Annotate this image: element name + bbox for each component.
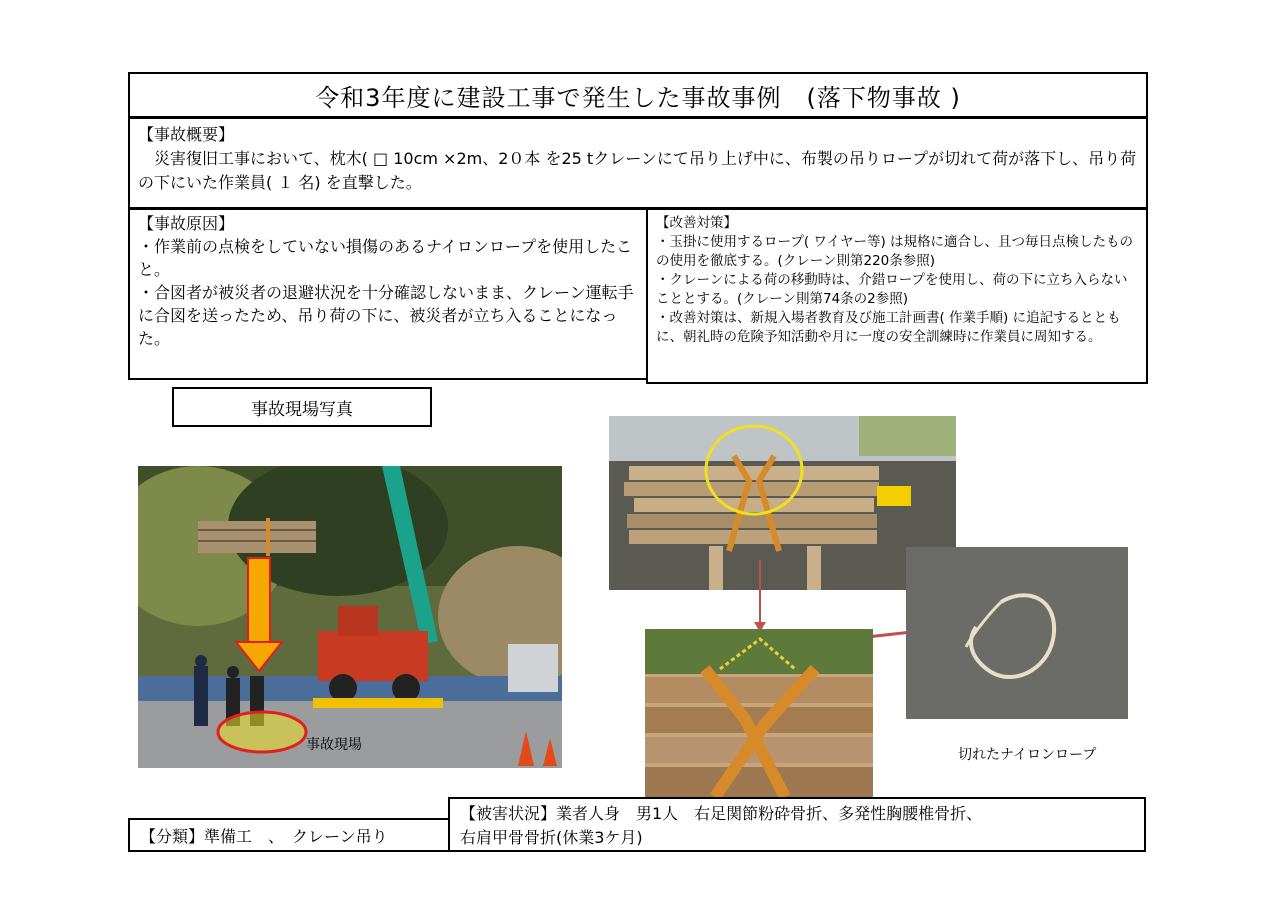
sling-closeup-illustration	[645, 629, 873, 797]
overview-heading: 【事故概要】	[138, 125, 235, 144]
sling-closeup-photo	[645, 629, 873, 797]
broken-rope-photo	[906, 547, 1128, 719]
measures-item: ・クレーンによる荷の移動時は、介錯ロープを使用し、荷の下に立ち入らないこととする。(クレーン則第74条の2参照)	[656, 272, 1128, 307]
measures-item: ・玉掛に使用するロープ( ワイヤー等) は規格に適合し、且つ毎日点検したものの使用を徹底する。(クレーン則第220条参照)	[656, 234, 1134, 269]
measures-item: ・改善対策は、新規入場者教育及び施工計画書( 作業手順) に追記するとともに、朝礼時の危険予知活動や月に一度の安全訓練時に作業員に周知する。	[656, 310, 1121, 345]
overview-text: 災害復旧工事において、枕木( □ 10cm ×2m、2０本 を25 tクレーンにて吊り上げ中に、布製の吊りロープが切れて荷が落下し、吊り荷の下にいた作業員( １ 名) を直撃した。	[138, 149, 1137, 192]
classification: 【分類】準備工 、 クレーン吊り	[128, 818, 458, 852]
accident-site-photo	[138, 466, 562, 768]
cause-item: ・合図者が被災者の退避状況を十分確認しないまま、クレーン運転手に合図を送ったため、吊り荷の下に、被災者が立ち入ることになった。	[138, 283, 634, 348]
broken-rope-illustration	[906, 547, 1128, 719]
improvement-measures	[646, 208, 1148, 384]
page-title: 令和3年度に建設工事で発生した事故事例 (落下物事故 )	[128, 72, 1148, 118]
broken-rope-caption: 切れたナイロンロープ	[958, 747, 1097, 763]
measures-heading: 【改善対策】	[656, 215, 737, 231]
accident-site-caption: 事故現場	[306, 737, 362, 753]
damage-line: 右肩甲骨骨折(休業3ケ月)	[460, 828, 643, 847]
damage-status	[448, 797, 1146, 852]
photo-section-title: 事故現場写真	[172, 387, 432, 427]
damage-line: 【被害状況】業者人身 男1人 右足関節粉砕骨折、多発性胸腰椎骨折、	[460, 804, 983, 823]
cause-heading: 【事故原因】	[138, 214, 235, 233]
accident-cause	[128, 208, 648, 380]
cause-item: ・作業前の点検をしていない損傷のあるナイロンロープを使用したこと。	[138, 237, 633, 279]
accident-overview	[128, 117, 1148, 209]
accident-site-illustration	[138, 466, 562, 768]
